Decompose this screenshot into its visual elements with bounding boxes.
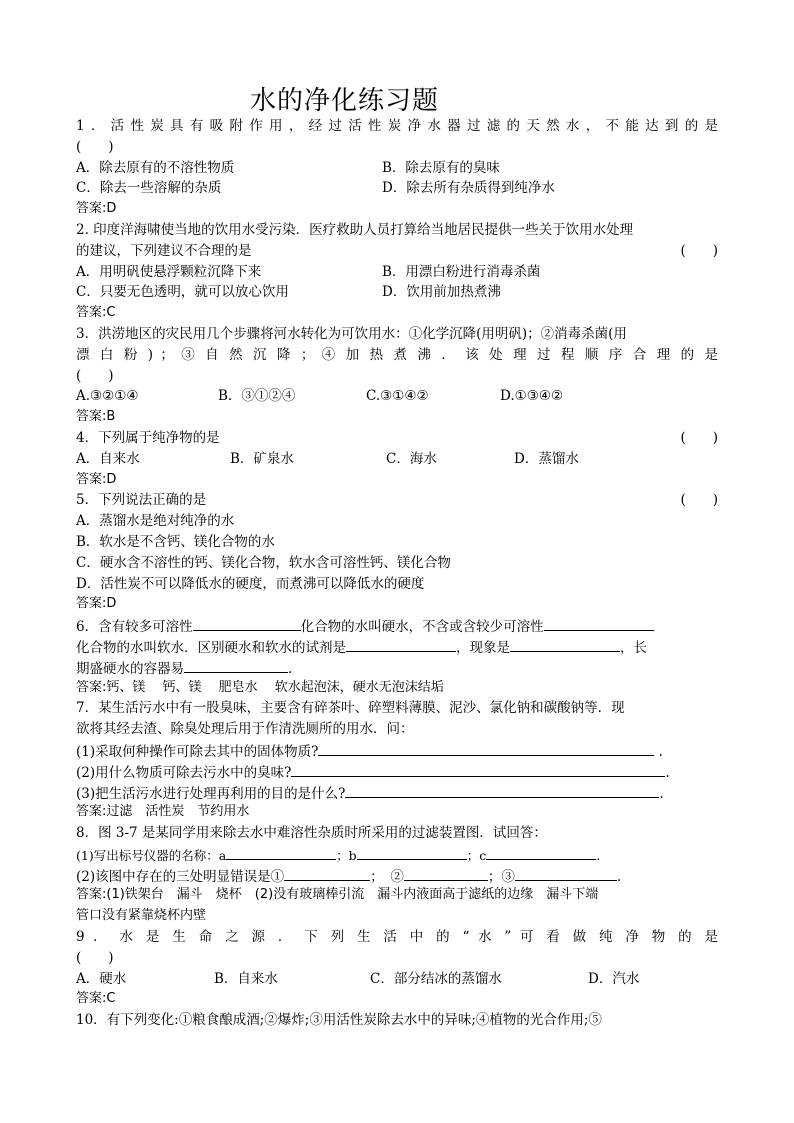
q7-sub3-text: (3)把生活污水进行处理再利用的目的是什么? <box>76 785 346 802</box>
q5-option-a: A．蒸馏水是绝对纯净的水 <box>76 513 235 530</box>
q2-stem-line2 <box>76 241 718 262</box>
q4-option-a: A．自来水 <box>76 450 140 467</box>
q8-sub1-dot: . <box>596 847 601 863</box>
q8-sub2 <box>76 865 718 886</box>
q3-option-c: C.③①④② <box>366 388 429 405</box>
q3-stem-line1: 3．洪涝地区的灾民用几个步骤将河水转化为可饮用水：①化学沉降(用明矾)；②消毒杀菌(用 <box>76 325 627 342</box>
q6-text-2: 化合物的水叫硬水，不含或含较少可溶性 <box>300 619 544 636</box>
q6-blank-4[interactable] <box>510 636 620 652</box>
q8-stem: 8．图 3-7 是某同学用来除去水中难溶性杂质时所采用的过滤装置图．试回答： <box>76 825 547 842</box>
q6-line1 <box>76 615 718 636</box>
q6-blank-5[interactable] <box>184 657 288 673</box>
q7-stem-line1: 7．某生活污水中有一股臭味，主要含有碎茶叶、碎塑料薄膜、泥沙、氯化钠和碳酸钠等．现 <box>76 700 625 717</box>
q1-paren: ( ) <box>76 138 114 155</box>
q3-option-a: A.③②①④ <box>76 388 139 405</box>
q7-sub3 <box>76 782 718 803</box>
question-list <box>76 116 718 1031</box>
q4-option-c: C．海水 <box>386 450 437 467</box>
q6-text-7: . <box>288 660 293 677</box>
q8-blank-1[interactable] <box>284 865 370 881</box>
q6-text-3: 化合物的水叫软水．区别硬水和软水的试剂是 <box>76 639 346 656</box>
q9-option-d: D．汽水 <box>588 970 640 987</box>
q8-sub2-dot: . <box>616 868 622 885</box>
q6-blank-2[interactable] <box>544 615 654 631</box>
q3-paren: ( ) <box>76 367 114 384</box>
q2-options-row1 <box>76 262 718 283</box>
q7-blank-3[interactable] <box>345 782 659 798</box>
q6-text-1: 6．含有较多可溶性 <box>76 619 193 636</box>
q8-blank-c[interactable] <box>486 844 596 860</box>
q1-options-row2 <box>76 178 718 199</box>
q7-blank-2[interactable] <box>291 761 665 777</box>
q5-option-c: C．硬水含不溶性的钙、镁化合物，软水含可溶性钙、镁化合物 <box>76 554 451 571</box>
q10-stem: 10．有下列变化:①粮食酿成酒;②爆炸;③用活性炭除去水中的异味;④植物的光合作用;⑤ <box>76 1012 602 1029</box>
q5-answer: 答案:D <box>76 596 117 612</box>
q4-option-b: B．矿泉水 <box>230 450 294 467</box>
q7-sub2-text: (2)用什么物质可除去污水中的臭味? <box>76 764 292 781</box>
q6-text-6: 期盛硬水的容器易 <box>76 660 184 677</box>
q7-sub1-text: (1)采取何种操作可除去其中的固体物质? <box>76 743 319 760</box>
q4-paren: ( ) <box>680 429 718 446</box>
q2-options-row2 <box>76 282 718 303</box>
q6-line3 <box>76 657 718 678</box>
q8-sub1 <box>76 844 718 865</box>
q7-blank-1[interactable] <box>318 740 654 756</box>
q1-option-b: B．除去原有的臭味 <box>382 159 500 176</box>
q2-stem-text: 的建议，下列建议不合理的是 <box>76 242 252 259</box>
q1-options-row1 <box>76 158 718 179</box>
q2-option-a: A．用明矾使悬浮颗粒沉降下来 <box>76 263 262 280</box>
q1-stem: 1．活性炭具有吸附作用，经过活性炭净水器过滤的天然水，不能达到的是 <box>76 118 718 134</box>
q7-sub2-dot: . <box>665 764 670 781</box>
q8-blank-3[interactable] <box>515 865 617 881</box>
q2-option-d: D．饮用前加热煮沸 <box>382 284 501 301</box>
q4-stem-line <box>76 428 718 449</box>
q8-sub2-b: ； ② <box>370 868 404 885</box>
q5-option-d: D．活性炭不可以降低水的硬度，而煮沸可以降低水的硬度 <box>76 575 425 592</box>
q8-blank-b[interactable] <box>357 844 467 860</box>
q7-sub1-dot: . <box>658 743 663 760</box>
q9-stem: 9 ． 水 是 生 命 之 源 ． 下 列 生 活 中 的 “ 水 ” 可 看 做 纯 净 物 的 是 <box>76 929 718 946</box>
q7-sub2 <box>76 761 718 782</box>
q1-option-a: A．除去原有的不溶性物质 <box>76 159 235 176</box>
q4-option-d: D．蒸馏水 <box>514 450 579 467</box>
q8-sub1-text: (1)写出标号仪器的名称：a <box>76 847 227 863</box>
q9-option-b: B．自来水 <box>214 970 278 987</box>
q7-answer: 答案:过滤 活性炭 节约用水 <box>76 804 250 820</box>
q8-sub2-c: ；③ <box>487 868 515 885</box>
q8-sub2-text: (2)该图中存在的三处明显错误是① <box>76 868 285 885</box>
q3-stem-line2: 漂 白 粉 ) ； ③ 自 然 沉 降 ； ④ 加 热 煮 沸 ． 该 处 理 过 程 顺 序 合 理 的 是 <box>76 346 718 363</box>
q3-option-d: D.①③④② <box>500 388 564 405</box>
q6-blank-1[interactable] <box>193 615 301 631</box>
q2-paren: ( ) <box>680 242 718 259</box>
q8-sub1-c: ；c <box>466 847 487 863</box>
q6-line2 <box>76 636 718 657</box>
q8-sub1-b: ；b <box>336 847 357 863</box>
q8-answer-line2: 管口没有紧靠烧杯内壁 <box>76 908 207 924</box>
q2-option-b: B．用漂白粉进行消毒杀菌 <box>382 263 541 280</box>
q1-option-c: C．除去一些溶解的杂质 <box>76 180 222 197</box>
q3-options <box>76 386 718 407</box>
q8-blank-2[interactable] <box>404 865 488 881</box>
q5-paren: ( ) <box>680 492 718 509</box>
q9-answer: 答案:C <box>76 991 116 1007</box>
q9-option-c: C．部分结冰的蒸馏水 <box>370 970 502 987</box>
q2-option-c: C．只要无色透明，就可以放心饮用 <box>76 284 289 301</box>
q7-sub3-dot: . <box>659 785 664 802</box>
q9-options <box>76 969 718 990</box>
q8-blank-a[interactable] <box>226 844 336 860</box>
q7-stem-line2: 欲将其经去渣、除臭处理后用于作清洗厕所的用水．问： <box>76 721 414 738</box>
q3-answer: 答案:B <box>76 409 116 425</box>
q4-stem: 4．下列属于纯净物的是 <box>76 429 220 446</box>
q7-sub1 <box>76 740 718 761</box>
q8-answer-line1: 答案:(1)铁架台 漏斗 烧杯 (2)没有玻璃棒引流 漏斗内液面高于滤纸的边缘 漏斗下端 <box>76 887 599 903</box>
q6-answer: 答案:钙、镁 钙、镁 肥皂水 软水起泡沫，硬水无泡沫结垢 <box>76 679 444 695</box>
q1-answer: 答案:D <box>76 201 117 217</box>
q1-option-d: D．除去所有杂质得到纯净水 <box>382 180 555 197</box>
q2-answer: 答案:C <box>76 305 116 321</box>
q5-option-b: B．软水是不含钙、镁化合物的水 <box>76 533 275 550</box>
q6-text-4: ，现象是 <box>456 639 510 656</box>
q5-stem: 5．下列说法正确的是 <box>76 492 207 509</box>
q6-text-5: ，长 <box>620 639 647 656</box>
page-title: 水的净化练习题 <box>250 86 440 116</box>
q4-options <box>76 449 718 470</box>
q4-answer: 答案:D <box>76 471 117 487</box>
q9-option-a: A．硬水 <box>76 970 127 987</box>
q6-blank-3[interactable] <box>346 636 456 652</box>
q5-stem-line <box>76 490 718 511</box>
q2-stem-line1: 2. 印度洋海啸使当地的饮用水受污染．医疗救助人员打算给当地居民提供一些关于饮用水处理 <box>76 221 634 238</box>
q9-paren: ( ) <box>76 949 114 966</box>
q3-option-b: B．③①②④ <box>218 388 296 405</box>
